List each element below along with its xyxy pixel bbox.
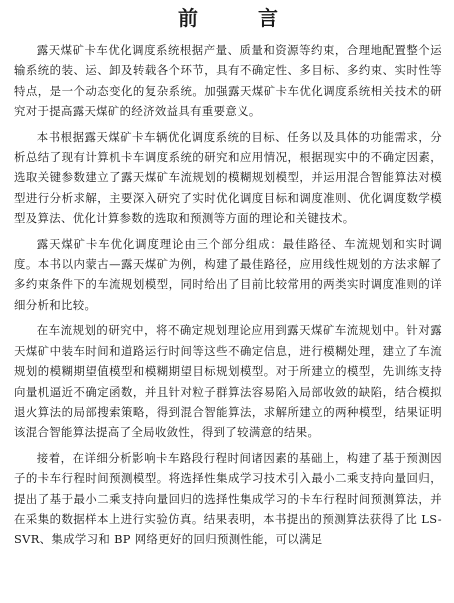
paragraph-1: 露天煤矿卡车优化调度系统根据产量、质量和资源等约束，合理地配置整个运输系统的装、运、卸及转载各个环节，具有不确定性、多目标、多约束、实时性等特点，是一个动态变化的复杂系统。加强露天煤矿卡车优化调度系统相关技术的研究对于提高露天煤矿的经济效益具有重要意义。 [14,43,442,119]
paragraph-4: 在车流规划的研究中，将不确定规划理论应用到露天煤矿车流规划中。针对露天煤矿中装车时间和道路运行时间等这些不确定信息，进行模糊处理，建立了车流规划的模糊期望值模型和模糊期望目标规划模型。对于所建立的模型，先训练支持向量机逼近不确定函数，并且针对粒子群算法容易陷入局部收敛的缺陷，结合模拟退火算法的局部搜索策略，得到混合智能算法，求解所建立的两种模型，结果证明该混合智能算法提高了全局收敛性，得到了较满意的结果。 [14,323,442,440]
paragraph-5: 接着，在详细分析影响卡车路段行程时间诸因素的基础上，构建了基于预测因子的卡车行程时间预测模型。将选择性集成学习技术引入最小二乘支持向量回归，提出了基于最小二乘支持向量回归的选择性集成学习的卡车行程时间预测算法，并在采集的数据样本上进行实验仿真。结果表明，本书提出的预测算法获得了比 LS-SVR、集成学习和 BP 网络更好的回归预测性能，可以满足 [14,450,442,547]
paragraph-3: 露天煤矿卡车优化调度理论由三个部分组成：最佳路径、车流规划和实时调度。本书以内蒙古—露天煤矿为例，构建了最佳路径，应用线性规划的方法求解了多约束条件下的车流规划模型，同时给出了目前比较常用的两类实时调度准则的详细分析和比较。 [14,236,442,312]
page-title: 前 言 [178,6,298,30]
paragraph-2: 本书根据露天煤矿卡车辆优化调度系统的目标、任务以及具体的功能需求，分析总结了现有计算机卡车调度系统的研究和应用情况，根据现实中的不确定因素，选取关键参数建立了露天煤矿车流规划的模糊规划模型，并运用混合智能算法对模型进行分析求解，主要深入研究了实时优化调度目标和调度准则、优化调度数学模型及算法、优化计算参数的选取和预测等方面的理论和关键技术。 [14,129,442,226]
